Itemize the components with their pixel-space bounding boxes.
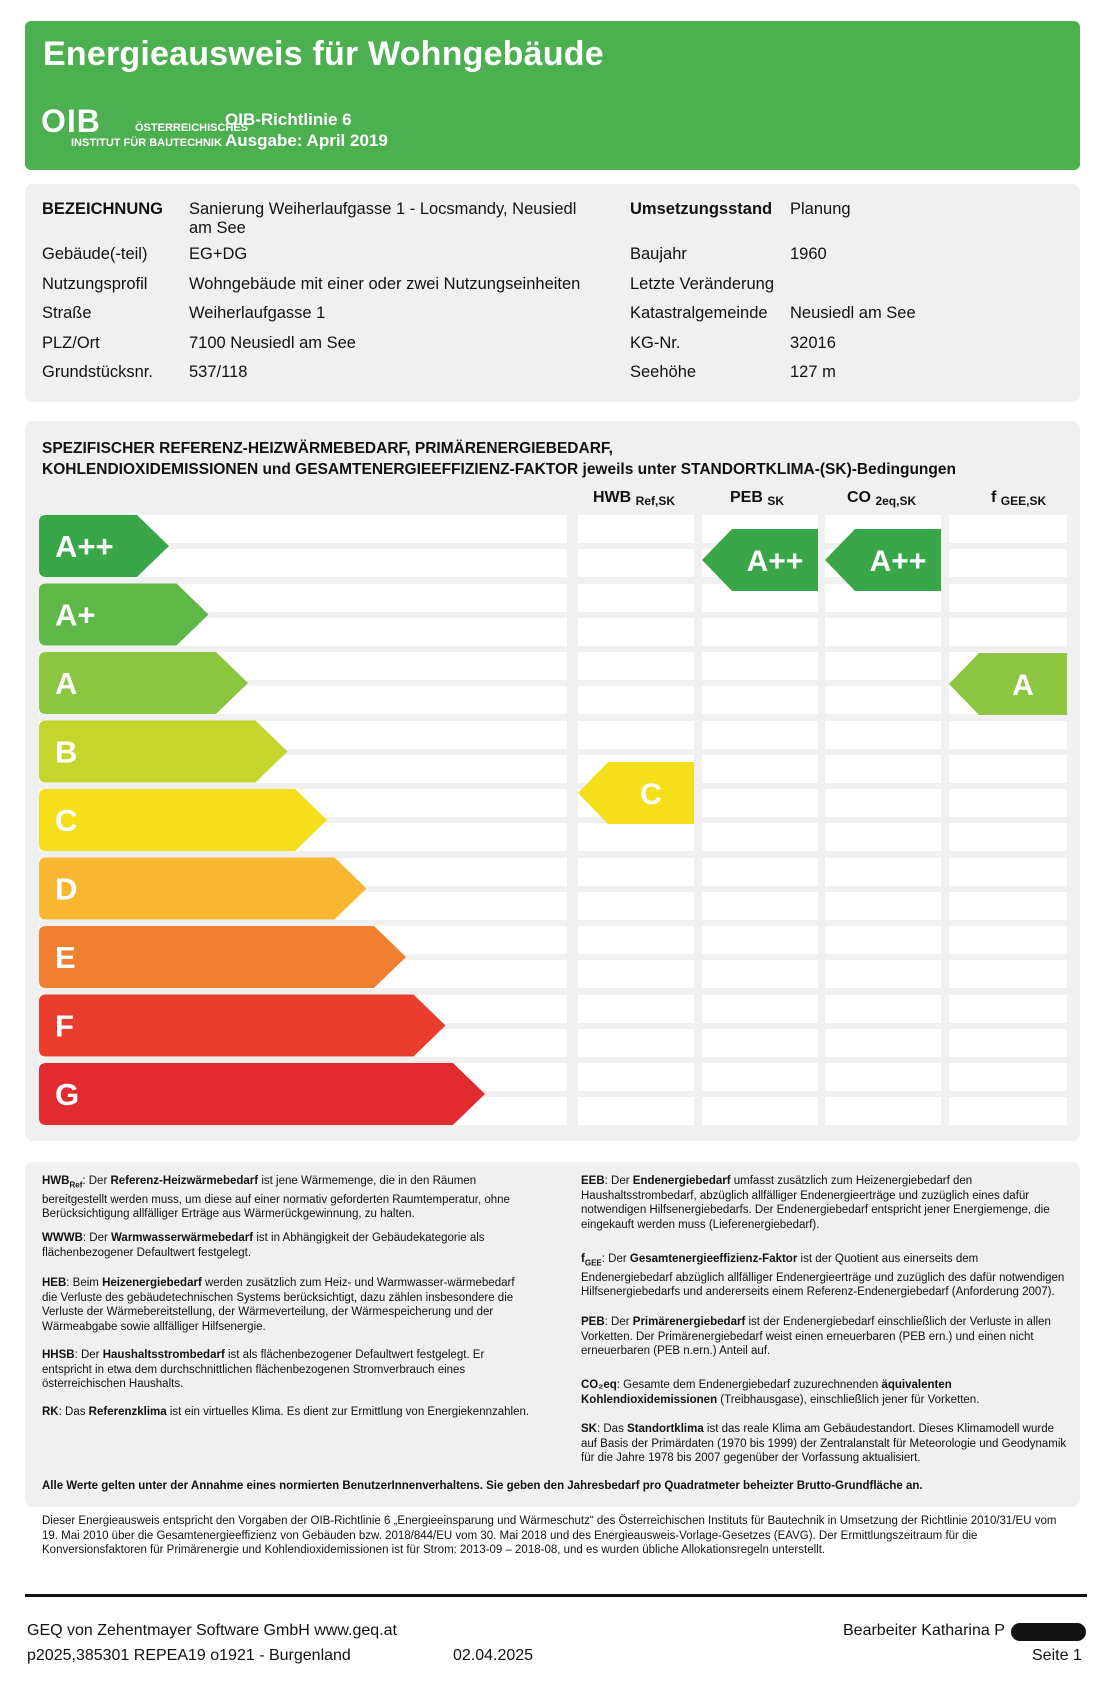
definition-keyword: Primärenergiebedarf (632, 1316, 746, 1328)
class-arrow-label: F (55, 1008, 74, 1044)
info-label-kg-nr: KG-Nr. (630, 334, 681, 352)
rating-arrow-f (949, 653, 1067, 715)
class-arrow-d (39, 858, 367, 920)
info-value-strasse: Weiherlaufgasse 1 (189, 304, 326, 322)
info-value-kg-nr: 32016 (790, 334, 836, 352)
definition-term: PEB (581, 1316, 605, 1328)
class-arrow-shape (39, 858, 367, 920)
definition-term: HHSB (42, 1349, 75, 1361)
definitions-panel (25, 1162, 1080, 1507)
conformity-statement: Dieser Energieausweis entspricht den Vorgaben der OIB-Richtlinie 6 „Energieeinsparung und Wärmeschutz“ des Österreichischen Instituts für Bautechnik in Umsetzung der Richtlinie 2010/31/EU vom 19. Mai 2010 über die Gesamtenergieeffizienz von Gebäuden bzw. 2018/844/EU vom 30. Mai 2018 und des Energieausweis-Vorlage-Gesetzes (EAVG). Der Ermittlungszeitraum für die Konversionsfaktoren für Primärenergie und Kohlendioxidemissionen ist für Strom: 2013-09 – 2018-08, und es wurden übliche Allokationsregeln unterstellt. (42, 1515, 1057, 1556)
class-arrow-shape (39, 789, 327, 851)
rating-arrow-shape (949, 653, 1067, 715)
definition-keyword: Haushaltsstrombedarf (102, 1349, 225, 1361)
definition-term: WWWB (42, 1232, 83, 1244)
info-value-nutzungsprofil: Wohngebäude mit einer oder zwei Nutzungseinheiten (189, 275, 581, 293)
guideline-info (225, 109, 388, 151)
class-arrow-label: B (55, 734, 78, 770)
info-label-bezeichnung: BEZEICHNUNG (42, 200, 164, 218)
definition-term: HWB (42, 1175, 70, 1187)
institute-name (71, 121, 248, 151)
footer-date: 02.04.2025 (453, 1647, 534, 1664)
class-arrow-aplus (39, 584, 209, 646)
info-label-plz-ort: PLZ/Ort (42, 334, 100, 352)
footer-divider (25, 1594, 1087, 1597)
info-label-nutzungsprofil: Nutzungsprofil (42, 275, 148, 293)
info-label-strasse: Straße (42, 304, 92, 322)
guideline-edition: Ausgabe: April 2019 (225, 131, 388, 150)
definition-heb: HEB: Beim Heizenergiebedarf werden zusätzlich zum Heiz- und Warmwasser-wärmebedarf die Verluste des gebäudetechnischen Systems berücksichtigt, dazu zählen insbesondere die Verluste der Wärmebereitstellung, der Wärmeverteilung, der Wärmespeicherung und der Wärmeabgabe sowie allfälliger Hilfsenergie. (42, 1277, 515, 1333)
definition-eeb: EEB: Der Endenergiebedarf umfasst zusätzlich zum Heizenergiebedarf den Haushaltsstrombedarf, abzüglich allfälliger Endenergieerträge und zuzüglich eines dafür notwendigen Hilfsenergiebedarfs. Der Endenergiebedarf entspricht jener Energiemenge, die eingekauft werden muss (Lieferenergiebedarf). (581, 1175, 1050, 1231)
class-arrow-b (39, 721, 288, 783)
institute-line-1: ÖSTERREICHISCHES (135, 122, 249, 134)
info-value-umsetzungsstand: Planung (790, 200, 851, 218)
footer-page-number: Seite 1 (1032, 1647, 1082, 1664)
definition-rk: RK: Das Referenzklima ist ein virtuelles Klima. Es dient zur Ermittlung von Energiekennzahlen. (42, 1406, 530, 1418)
definition-term: RK (42, 1406, 59, 1418)
class-arrow-g (39, 1063, 485, 1125)
oib-logo: OIB (41, 103, 101, 139)
definition-coeq: CO₂eq: Gesamte dem Endenergiebedarf zuzurechnenden äquivalenten Kohlendioxidemissionen (Treibhausgase), einschließlich jener für Vorketten. (581, 1379, 980, 1406)
info-label-katastralgemeinde: Katastralgemeinde (630, 304, 768, 322)
building-info-panel (25, 184, 1080, 402)
assumption-note: Alle Werte gelten unter der Annahme eines normierten BenutzerInnenverhaltens. Sie geben den Jahresbedarf pro Quadratmeter beheizter Brutto-Grundfläche an. (42, 1480, 923, 1492)
definition-term: HEB (42, 1277, 67, 1289)
definition-keyword: Referenzklima (88, 1406, 167, 1418)
definition-keyword: Gesamtenergieeffizienz-Faktor (629, 1253, 798, 1265)
rating-arrow-label: A++ (746, 545, 804, 578)
class-arrow-label: E (55, 940, 76, 975)
definition-hhsb: HHSB: Der Haushaltsstrombedarf ist als flächenbezogener Defaultwert festgelegt. Er entspricht in etwa dem durchschnittlichen flächenbezogenen Stromverbrauch eines österreichischen Haushalts. (42, 1349, 485, 1390)
class-arrow-aplusplus (39, 515, 169, 577)
column-header-co2: CO $_{2eq,SK}$ (847, 489, 917, 508)
column-header-fgee: f $_{GEE,SK}$ (991, 489, 1047, 508)
info-value-katastralgemeinde: Neusiedl am See (790, 304, 916, 322)
definition-keyword: Standortklima (627, 1423, 704, 1435)
guideline-name: OIB-Richtlinie 6 (225, 110, 352, 129)
energy-scale-graphic (25, 421, 1080, 1141)
rating-arrow-co (825, 529, 941, 591)
rating-arrow-peb (702, 529, 818, 591)
rating-arrow-label: A++ (869, 545, 927, 578)
info-label-seehoehe: Seehöhe (630, 363, 697, 381)
definition-keyword: Heizenergiebedarf (102, 1277, 202, 1289)
definition-keyword: äquivalenten Kohlendioxidemissionen (581, 1379, 952, 1406)
definition-term: f (581, 1253, 585, 1265)
info-value-plz-ort: 7100 Neusiedl am See (189, 334, 356, 352)
class-arrow-f (39, 995, 446, 1057)
definition-term-subscript: Ref (69, 1180, 83, 1190)
column-header-peb: PEB $_{SK}$ (730, 489, 785, 508)
definition-term-subscript: GEE (584, 1258, 602, 1268)
redaction-bar (1011, 1623, 1086, 1641)
institute-line-2: INSTITUT FÜR BAUTECHNIK (71, 137, 222, 149)
info-label-umsetzungsstand: Umsetzungsstand (630, 200, 773, 218)
class-arrow-c (39, 789, 327, 851)
class-arrow-label: C (55, 803, 78, 838)
definition-keyword: Referenz-Heizwärmebedarf (110, 1175, 259, 1187)
class-arrow-shape (39, 995, 446, 1057)
class-arrow-label: A++ (55, 529, 114, 564)
class-arrow-shape (39, 1063, 485, 1125)
definition-term: EEB (581, 1175, 605, 1187)
definition-f: $f_{GEE}$: Der Gesamtenergieeffizienz-Faktor ist der Quotient aus einerseits dem Endenergiebedarf abzüglich allfälliger Endenergieerträge und zuzüglich des dafür notwendigen Hilfsenergiebedarfs und andererseits einem Referenz-Endenergiebedarf (Anforderung 2007). (581, 1253, 1065, 1299)
document-title: Energieausweis für Wohngebäude (43, 35, 604, 73)
info-value-seehoehe: 127 m (790, 363, 836, 381)
info-label-baujahr: Baujahr (630, 245, 687, 263)
energy-scale-panel (25, 421, 1080, 1141)
rating-arrow-label: C (640, 778, 662, 811)
class-arrow-label: A (55, 666, 78, 701)
class-arrow-label: G (55, 1077, 80, 1112)
info-label-gebaeudeteil: Gebäude(-teil) (42, 245, 148, 263)
definition-keyword: Endenergiebedarf (632, 1175, 731, 1187)
class-arrow-label: A+ (55, 597, 96, 633)
footer-software: GEQ von Zehentmayer Software GmbH www.geq.at (27, 1622, 397, 1639)
info-label-grundstuecksnr: Grundstücksnr. (42, 363, 153, 381)
definition-hwb: $HWB_{Ref}$: Der Referenz-Heizwärmebedarf ist jene Wärmemenge, die in den Räumen bereitgestellt werden muss, um diese auf einer normativ geforderten Raumtemperatur, ohne Berücksichtigung allfälliger Erträge aus Wärmerückgewinnung, zu halten. (42, 1175, 510, 1221)
footer-code: p2025,385301 REPEA19 o1921 - Burgenland (27, 1647, 351, 1664)
rating-arrow-shape (578, 762, 694, 824)
class-arrow-a (39, 652, 248, 714)
scale-title-line-1: SPEZIFISCHER REFERENZ-HEIZWÄRMEBEDARF, PRIMÄRENERGIEBEDARF, (42, 440, 613, 457)
definition-term: SK (581, 1423, 597, 1435)
info-value-bezeichnung: Sanierung Weiherlaufgasse 1 - Locsmandy, Neusiedl am See (189, 200, 577, 237)
class-arrow-shape (39, 926, 406, 988)
header-banner (25, 21, 1080, 170)
class-arrow-label: D (55, 871, 78, 907)
definition-keyword: Warmwasserwärmebedarf (111, 1232, 254, 1244)
definition-sk: SK: Das Standortklima ist das reale Klima am Gebäudestandort. Dieses Klimamodell wurde auf Basis der Primärdaten (1970 bis 1999) der Zentralanstalt für Meteorologie und Geodynamik für die Jahre 1978 bis 2007 gegenüber der Vorfassung aktualisiert. (581, 1423, 1067, 1464)
definition-term: CO₂eq (581, 1379, 617, 1391)
definition-peb: PEB: Der Primärenergiebedarf ist der Endenergiebedarf einschließlich der Verluste in allen Vorketten. Der Primärenergiebedarf weist einen erneuerbaren (PEB ern.) und einen nicht erneuerbaren (PEB n.ern.) Anteil auf. (581, 1316, 1051, 1357)
class-arrow-e (39, 926, 406, 988)
info-value-gebaeudeteil: EG+DG (189, 245, 248, 263)
scale-title-line-2: KOHLENDIOXIDEMISSIONEN und GESAMTENERGIEEFFIZIENZ-FAKTOR jeweils unter STANDORTKLIMA-(SK)-Bedingungen (42, 461, 956, 478)
info-value-grundstuecksnr: 537/118 (189, 363, 248, 381)
definition-wwwb: WWWB: Der Warmwasserwärmebedarf ist in Abhängigkeit der Gebäudekategorie als flächenbezogener Defaultwert festgelegt. (42, 1232, 485, 1259)
footer-editor: Bearbeiter Katharina P (843, 1622, 1005, 1639)
info-label-letzte-veraenderung: Letzte Veränderung (630, 275, 775, 293)
info-value-baujahr: 1960 (790, 245, 827, 263)
column-header-hwb: HWB $_{Ref,SK}$ (593, 489, 676, 508)
rating-arrow-label: A (1012, 669, 1034, 702)
rating-arrow-hwb (578, 762, 694, 824)
